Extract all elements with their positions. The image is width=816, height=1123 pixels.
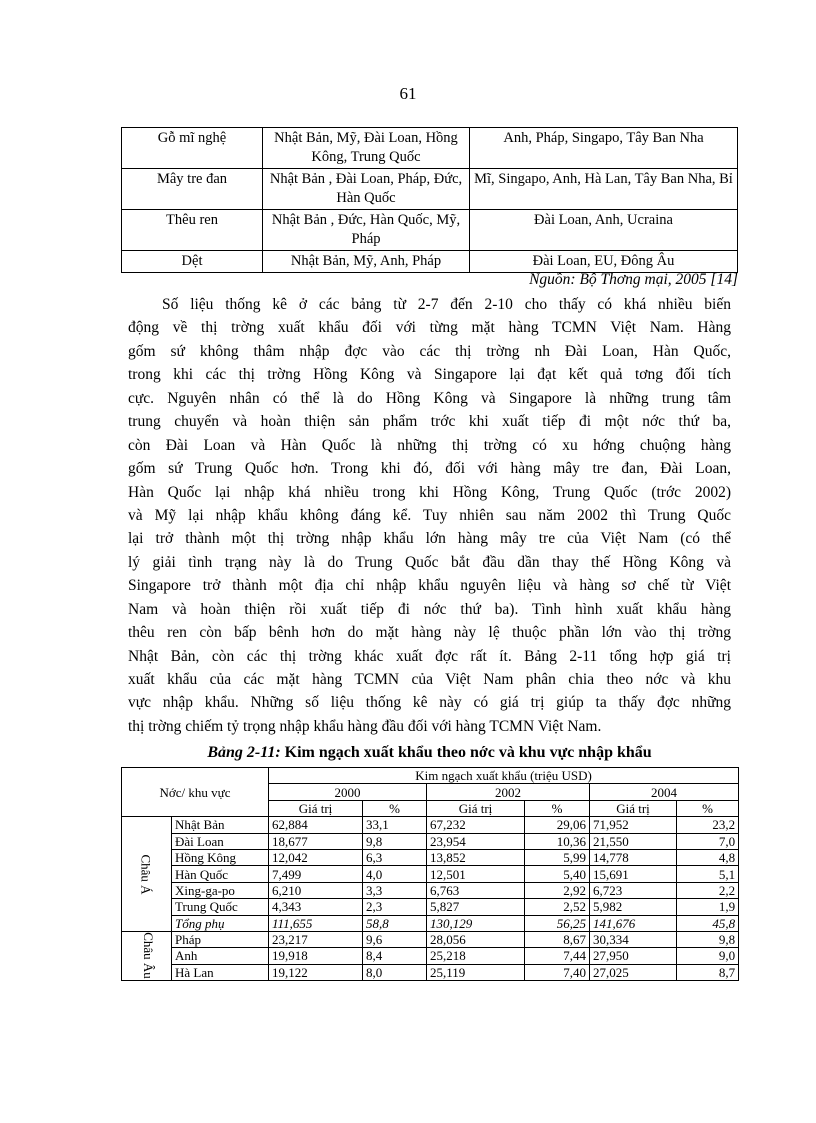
- value-cell: 28,056: [427, 931, 525, 947]
- percent-cell: 7,0: [677, 833, 739, 849]
- country-cell: Nhật Bản: [172, 817, 269, 833]
- percent-cell: 5,40: [525, 866, 590, 882]
- paragraph-line: trong khi các thị trờng Hồng Kông và Singapore lại đạt kết quả tơng đối tích: [128, 366, 731, 384]
- region-label: Châu Á: [139, 853, 154, 895]
- percent-cell: 8,7: [677, 964, 739, 980]
- year-header: 2002: [427, 784, 590, 800]
- paragraph-line: vực nhập khẩu. Những số liệu thống kê này có giá trị giúp ta thấy đợc những: [128, 694, 731, 712]
- value-cell: 4,343: [269, 899, 363, 915]
- region-europe-cell: [122, 931, 172, 980]
- value-cell: 6,210: [269, 882, 363, 898]
- paragraph-line: Hàn Quốc lại nhập khá nhiều trong khi Hồng Kông, Trung Quốc (trớc 2002): [128, 483, 731, 501]
- corner-header: Nớc/ khu vực: [122, 768, 269, 817]
- value-cell: 19,122: [269, 964, 363, 980]
- value-header: Giá trị: [269, 800, 363, 816]
- value-cell: 21,550: [590, 833, 677, 849]
- paragraph-line: xuất khẩu của các mặt hàng TCMN của Việt Nam phân chia theo nớc và khu: [128, 671, 731, 688]
- markets-cell: Nhật Bản, Mỹ, Đài Loan, Hồng Kông, Trung Quốc: [263, 128, 470, 169]
- product-cell: Thêu ren: [122, 210, 263, 251]
- value-cell: 5,982: [590, 899, 677, 915]
- markets-cell: Nhật Bản , Đài Loan, Pháp, Đức, Hàn Quốc: [263, 169, 470, 210]
- value-cell: 18,677: [269, 833, 363, 849]
- value-cell: 19,918: [269, 948, 363, 964]
- markets-cell: Nhật Bản , Đức, Hàn Quốc, Mỹ, Pháp: [263, 210, 470, 251]
- value-cell: 13,852: [427, 849, 525, 865]
- percent-cell: 9,0: [677, 948, 739, 964]
- product-markets-table: [121, 127, 738, 273]
- value-cell: 15,691: [590, 866, 677, 882]
- paragraph-line: và Mỹ lại nhập khẩu không đáng kể. Tuy nhiên sau năm 2002 thì Trung Quốc: [128, 506, 731, 524]
- percent-cell: 9,8: [363, 833, 427, 849]
- value-cell: 62,884: [269, 817, 363, 833]
- value-cell: 25,119: [427, 964, 525, 980]
- value-cell: 71,952: [590, 817, 677, 833]
- markets-cell: Nhật Bản, Mỹ, Anh, Pháp: [263, 251, 470, 273]
- value-cell: 67,232: [427, 817, 525, 833]
- paragraph-line: động về thị trờng xuất khẩu đối với từng mặt hàng TCMN Việt Nam. Hàng: [128, 319, 731, 337]
- region-label: Châu Âu: [140, 932, 156, 980]
- markets-cell: Đài Loan, Anh, Ucraina: [470, 210, 738, 251]
- export-value-table: [121, 767, 739, 981]
- subtotal-row: [122, 915, 739, 931]
- paragraph-line: Số liệu thống kê ở các bảng từ 2-7 đến 2-10 cho thấy có khá nhiều biến: [162, 296, 731, 313]
- source-note: Nguồn: Bộ Thơng mại, 2005 [14]: [529, 271, 738, 288]
- paragraph-line: lại trở thành một thị trờng nhập khẩu lớn hàng mây tre của Việt Nam (có thể: [128, 530, 731, 548]
- percent-cell: 1,9: [677, 899, 739, 915]
- paragraph-line: thị trờng chiếm tỷ trọng nhập khẩu hàng đầu đối với hàng TCMN Việt Nam.: [128, 717, 602, 735]
- value-cell: 27,025: [590, 964, 677, 980]
- table-row: [122, 251, 738, 273]
- percent-cell: 58,8: [363, 915, 427, 931]
- value-cell: 25,218: [427, 948, 525, 964]
- value-cell: 130,129: [427, 915, 525, 931]
- table-row: [122, 899, 739, 915]
- value-cell: 12,501: [427, 866, 525, 882]
- year-header: 2000: [269, 784, 427, 800]
- value-cell: 111,655: [269, 915, 363, 931]
- markets-cell: Mĩ, Singapo, Anh, Hà Lan, Tây Ban Nha, Bỉ: [470, 169, 738, 210]
- main-header: Kim ngạch xuất khẩu (triệu USD): [269, 768, 739, 784]
- percent-cell: 4,0: [363, 866, 427, 882]
- value-header: Giá trị: [427, 800, 525, 816]
- table-header-row: [122, 768, 739, 784]
- percent-cell: 2,92: [525, 882, 590, 898]
- percent-cell: 8,4: [363, 948, 427, 964]
- markets-cell: Đài Loan, EU, Đông Âu: [470, 251, 738, 273]
- percent-cell: 7,40: [525, 964, 590, 980]
- paragraph-line: trung chuyển và hoàn thiện sản phẩm trớc khi xuất tiếp đi một nớc thứ ba,: [128, 413, 731, 431]
- paragraph-line: lý giải tình trạng này là do Trung Quốc bắt đầu dần thay thế Hồng Kông và: [128, 553, 731, 571]
- country-cell: Hà Lan: [172, 964, 269, 980]
- paragraph-line: Nhật Bản, còn các thị trờng khác xuất đợc rất ít. Bảng 2-11 tổng hợp giá trị: [128, 647, 731, 665]
- region-asia-cell: [122, 817, 172, 932]
- country-cell: Hàn Quốc: [172, 866, 269, 882]
- table-row: [122, 882, 739, 898]
- table-row: [122, 964, 739, 980]
- paragraph-line: cực. Nguyên nhân có thể là do Hồng Kông và Singapore là những trung tâm: [128, 389, 731, 407]
- value-cell: 23,954: [427, 833, 525, 849]
- value-cell: 6,763: [427, 882, 525, 898]
- value-header: Giá trị: [590, 800, 677, 816]
- value-cell: 141,676: [590, 915, 677, 931]
- percent-cell: 2,3: [363, 899, 427, 915]
- product-cell: Mây tre đan: [122, 169, 263, 210]
- year-header: 2004: [590, 784, 739, 800]
- paragraph-line: Nam và hoàn thiện rồi xuất tiếp đi nớc thứ ba). Tình hình xuất khẩu hàng: [128, 600, 731, 618]
- markets-cell: Anh, Pháp, Singapo, Tây Ban Nha: [470, 128, 738, 169]
- table-caption-label: Bảng 2-11:: [207, 744, 281, 761]
- paragraph-line: thêu ren còn bấp bênh hơn do mặt hàng này lệ thuộc phần lớn vào thị trờng: [128, 624, 731, 642]
- percent-cell: 3,3: [363, 882, 427, 898]
- value-cell: 7,499: [269, 866, 363, 882]
- percent-cell: 23,2: [677, 817, 739, 833]
- product-cell: Gỗ mĩ nghệ: [122, 128, 263, 169]
- table-row: [122, 866, 739, 882]
- country-cell: Anh: [172, 948, 269, 964]
- percent-cell: 2,2: [677, 882, 739, 898]
- country-cell: Hồng Kông: [172, 849, 269, 865]
- value-cell: 14,778: [590, 849, 677, 865]
- paragraph-line: Singapore trở thành một địa chỉ nhập khẩu nguyên liệu và hàng sơ chế từ Việt: [128, 577, 731, 595]
- paragraph-line: gốm sứ không thâm nhập đợc vào các thị trờng nh Đài Loan, Hàn Quốc,: [128, 342, 731, 360]
- table-caption-text: Kim ngạch xuất khẩu theo nớc và khu vực nhập khẩu: [284, 744, 652, 761]
- percent-header: %: [677, 800, 739, 816]
- country-cell: Tổng phụ: [172, 915, 269, 931]
- percent-cell: 2,52: [525, 899, 590, 915]
- table-row: [122, 169, 738, 210]
- percent-cell: 33,1: [363, 817, 427, 833]
- country-cell: Pháp: [172, 931, 269, 947]
- page-number: 61: [399, 84, 417, 103]
- value-cell: 30,334: [590, 931, 677, 947]
- value-cell: 27,950: [590, 948, 677, 964]
- value-cell: 23,217: [269, 931, 363, 947]
- paragraph-line: còn Đài Loan và Hàn Quốc là những thị trờng có xu hớng chuộng hàng: [128, 436, 731, 454]
- value-cell: 12,042: [269, 849, 363, 865]
- percent-cell: 8,0: [363, 964, 427, 980]
- table-row: [122, 128, 738, 169]
- paragraph-line: gốm sứ Trung Quốc hơn. Trong khi đó, đối với hàng mây tre đan, Đài Loan,: [128, 460, 731, 478]
- percent-cell: 5,1: [677, 866, 739, 882]
- percent-header: %: [363, 800, 427, 816]
- body-paragraph: [128, 293, 731, 738]
- table-row: [122, 948, 739, 964]
- percent-cell: 4,8: [677, 849, 739, 865]
- table-row: [122, 849, 739, 865]
- table-row: [122, 931, 739, 947]
- percent-cell: 10,36: [525, 833, 590, 849]
- percent-cell: 56,25: [525, 915, 590, 931]
- value-cell: 6,723: [590, 882, 677, 898]
- percent-cell: 8,67: [525, 931, 590, 947]
- table-caption: [121, 744, 738, 762]
- table-row: [122, 210, 738, 251]
- product-cell: Dệt: [122, 251, 263, 273]
- value-cell: 5,827: [427, 899, 525, 915]
- percent-cell: 7,44: [525, 948, 590, 964]
- percent-header: %: [525, 800, 590, 816]
- table-row: [122, 833, 739, 849]
- percent-cell: 45,8: [677, 915, 739, 931]
- percent-cell: 9,6: [363, 931, 427, 947]
- table-row: [122, 817, 739, 833]
- country-cell: Đài Loan: [172, 833, 269, 849]
- percent-cell: 9,8: [677, 931, 739, 947]
- country-cell: Trung Quốc: [172, 899, 269, 915]
- percent-cell: 5,99: [525, 849, 590, 865]
- percent-cell: 6,3: [363, 849, 427, 865]
- country-cell: Xing-ga-po: [172, 882, 269, 898]
- percent-cell: 29,06: [525, 817, 590, 833]
